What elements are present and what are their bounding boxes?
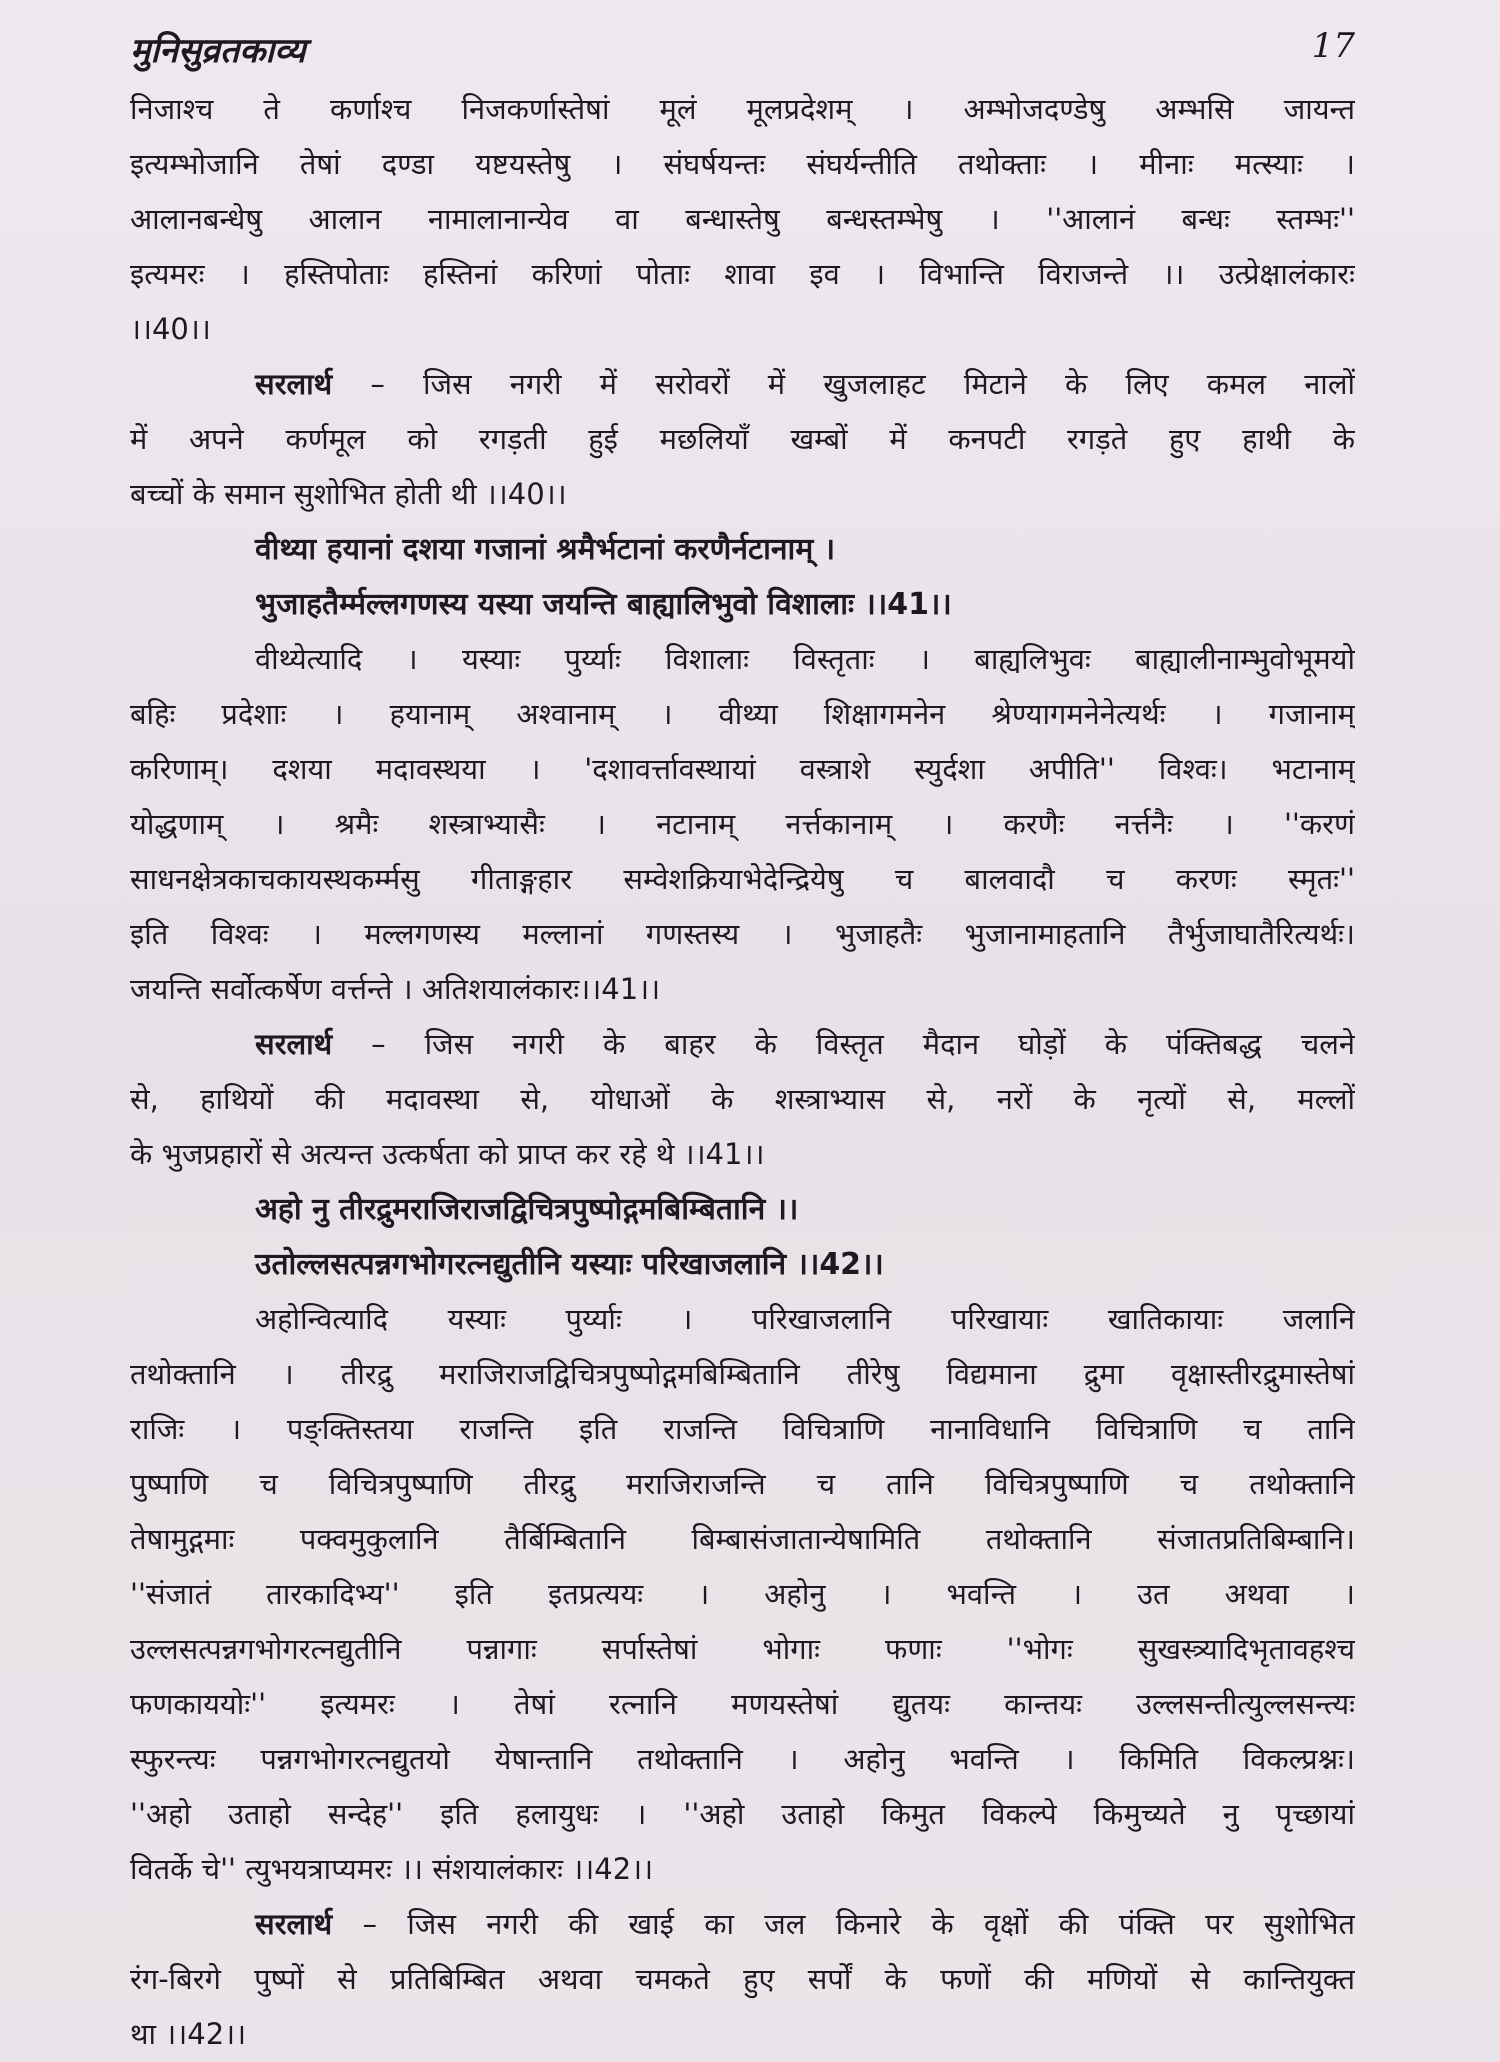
page-header — [130, 22, 1355, 78]
verse-line: अहो नु तीरद्रुमराजिराजद्विचित्रपुष्पोद्गमबिम्बितानि ।। — [255, 1192, 799, 1227]
sarlarth-line: बच्चों के समान सुशोभित होती थी ।।40।। — [130, 477, 567, 511]
text-line: वितर्के चे'' त्युभयत्राप्यमरः ।। संशयालंकारः ।।42।। — [130, 1852, 654, 1886]
text-line: पुष्पाणि च विचित्रपुष्पाणि तीरद्रु मराजिराजन्ति च तानि विचित्रपुष्पाणि च तथोक्तानि — [130, 1467, 1355, 1501]
text-line: ''अहो उताहो सन्देह'' इति हलायुधः । ''अहो उताहो किमुत विकल्पे किमुच्यते नु पृच्छायां — [130, 1797, 1355, 1831]
sarlarth-line — [130, 1897, 1355, 1952]
text-line: साधनक्षेत्रकाचकायस्थकर्म्मसु गीताङ्गहार सम्वेशक्रियाभेदेन्द्रियेषु च बालवादौ च करणः स्मृतः'' — [130, 862, 1355, 896]
sarlarth-text: – जिस नगरी की खाई का जल किनारे के वृक्षों की पंक्ति पर सुशोभित — [332, 1907, 1355, 1941]
text-line: ।।40।। — [130, 312, 211, 346]
sarlarth-40 — [130, 357, 1355, 522]
sarlarth-line: रंग-बिरगे पुष्पों से प्रतिबिम्बित अथवा चमकते हुए सर्पों के फणों की मणियों से कान्तियुक्त — [130, 1962, 1355, 1996]
text-line: फणकाययोः'' इत्यमरः । तेषां रत्नानि मणयस्तेषां द्युतयः कान्तयः उल्लसन्तीत्युल्लसन्त्यः — [130, 1687, 1355, 1721]
commentary-40 — [130, 82, 1355, 357]
text-line: इति विश्वः । मल्लगणस्य मल्लानां गणस्तस्य । भुजाहतैः भुजानामाहतानि तैर्भुजाघातैरित्यर्थः। — [130, 917, 1355, 951]
verse-line: वीथ्या हयानां दशया गजानां श्रमैर्भटानां करणैर्नटानाम् । — [255, 532, 836, 567]
text-line: इत्यम्भोजानि तेषां दण्डा यष्टयस्तेषु । संघर्षयन्तः संघर्यन्तीति तथोक्ताः । मीनाः मत्स्याः । — [130, 147, 1355, 181]
page-number: 17 — [1311, 26, 1355, 66]
sarlarth-label: सरलार्थ — [255, 367, 333, 401]
verse-line: उतोल्लसत्पन्नगभोगरत्नद्युतीनि यस्याः परिखाजलानि ।।42।। — [255, 1247, 884, 1282]
sarlarth-line: से, हाथियों की मदावस्था से, योधाओं के शस्त्राभ्यास से, नरों के नृत्यों से, मल्लों — [130, 1082, 1355, 1116]
commentary-41 — [130, 632, 1355, 1017]
sarlarth-41 — [130, 1017, 1355, 1182]
text-line: ''संजातं तारकादिभ्य'' इति इतप्रत्ययः । अहोनु । भवन्ति । उत अथवा । — [130, 1577, 1355, 1611]
page-content — [130, 82, 1355, 2062]
text-line: करिणाम्। दशया मदावस्थया । 'दशावर्त्तावस्थायां वस्त्राशे स्युर्दशा अपीति'' विश्वः। भटानाम् — [130, 752, 1355, 786]
verse-42 — [130, 1182, 1355, 1292]
text-line: निजाश्च ते कर्णाश्च निजकर्णास्तेषां मूलं मूलप्रदेशम् । अम्भोजदण्डेषु अम्भसि जायन्त — [130, 92, 1355, 126]
sarlarth-42 — [130, 1897, 1355, 2062]
sarlarth-line: के भुजप्रहारों से अत्यन्त उत्कर्षता को प्राप्त कर रहे थे ।।41।। — [130, 1137, 765, 1171]
text-line: तेषामुद्गमाः पक्वमुकुलानि तैर्बिम्बितानि बिम्बासंजातान्येषामिति तथोक्तानि संजातप्रतिबिम्बानि। — [130, 1522, 1355, 1556]
sarlarth-line — [130, 1017, 1355, 1072]
text-line: अहोन्वित्यादि यस्याः पुर्य्याः । परिखाजलानि परिखायाः खातिकायाः जलानि — [255, 1302, 1355, 1336]
text-line: उल्लसत्पन्नगभोगरत्नद्युतीनि पन्नागाः सर्पास्तेषां भोगाः फणाः ''भोगः सुखस्त्र्यादिभृतावहश्च — [130, 1632, 1355, 1666]
text-line: बहिः प्रदेशाः । हयानाम् अश्वानाम् । वीथ्या शिक्षागमनेन श्रेण्यागमनेनेत्यर्थः । गजानाम् — [130, 697, 1355, 731]
sarlarth-label: सरलार्थ — [255, 1027, 333, 1061]
text-line: आलानबन्धेषु आलान नामालानान्येव वा बन्धास्तेषु बन्धस्तम्भेषु । ''आलानं बन्धः स्तम्भः'' — [130, 202, 1355, 236]
text-line: वीथ्येत्यादि । यस्याः पुर्य्याः विशालाः विस्तृताः । बाह्यलिभुवः बाह्यालीनाम्भुवोभूमयो — [255, 642, 1355, 676]
text-line: इत्यमरः । हस्तिपोताः हस्तिनां करिणां पोताः शावा इव । विभान्ति विराजन्ते ।। उत्प्रेक्षालंकारः — [130, 257, 1355, 291]
text-line: तथोक्तानि । तीरद्रु मराजिराजद्विचित्रपुष्पोद्गमबिम्बितानि तीरेषु विद्यमाना द्रुमा वृक्षास्तीरद्रुमास्तेषां — [130, 1357, 1355, 1391]
text-line: योद्धणाम् । श्रमैः शस्त्राभ्यासैः । नटानाम् नर्त्तकानाम् । करणैः नर्त्तनैः । ''करणं — [130, 807, 1355, 841]
sarlarth-line — [130, 357, 1355, 412]
text-line: स्फुरन्त्यः पन्नगभोगरत्नद्युतयो येषान्तानि तथोक्तानि । अहोनु भवन्ति । किमिति विकल्प्रश्नः। — [130, 1742, 1355, 1776]
sarlarth-text: – जिस नगरी के बाहर के विस्तृत मैदान घोड़ों के पंक्तिबद्ध चलने — [332, 1027, 1355, 1061]
sarlarth-line: में अपने कर्णमूल को रगड़ती हुई मछलियाँ खम्बों में कनपटी रगड़ते हुए हाथी के — [130, 422, 1355, 456]
running-title: मुनिसुव्रतकाव्य — [130, 31, 306, 71]
text-line: राजिः । पङ्क्तिस्तया राजन्ति इति राजन्ति विचित्राणि नानाविधानि विचित्राणि च तानि — [130, 1412, 1355, 1446]
sarlarth-line: था ।।42।। — [130, 2017, 247, 2051]
verse-line: भुजाहतैर्म्मल्लगणस्य यस्या जयन्ति बाह्यालिभुवो विशालाः ।।41।। — [255, 587, 952, 622]
sarlarth-label: सरलार्थ — [255, 1907, 333, 1941]
sarlarth-text: – जिस नगरी में सरोवरों में खुजलाहट मिटाने के लिए कमल नालों — [332, 367, 1355, 401]
verse-41 — [130, 522, 1355, 632]
commentary-42 — [130, 1292, 1355, 1897]
text-line: जयन्ति सर्वोत्कर्षेण वर्त्तन्ते । अतिशयालंकारः।।41।। — [130, 972, 661, 1006]
